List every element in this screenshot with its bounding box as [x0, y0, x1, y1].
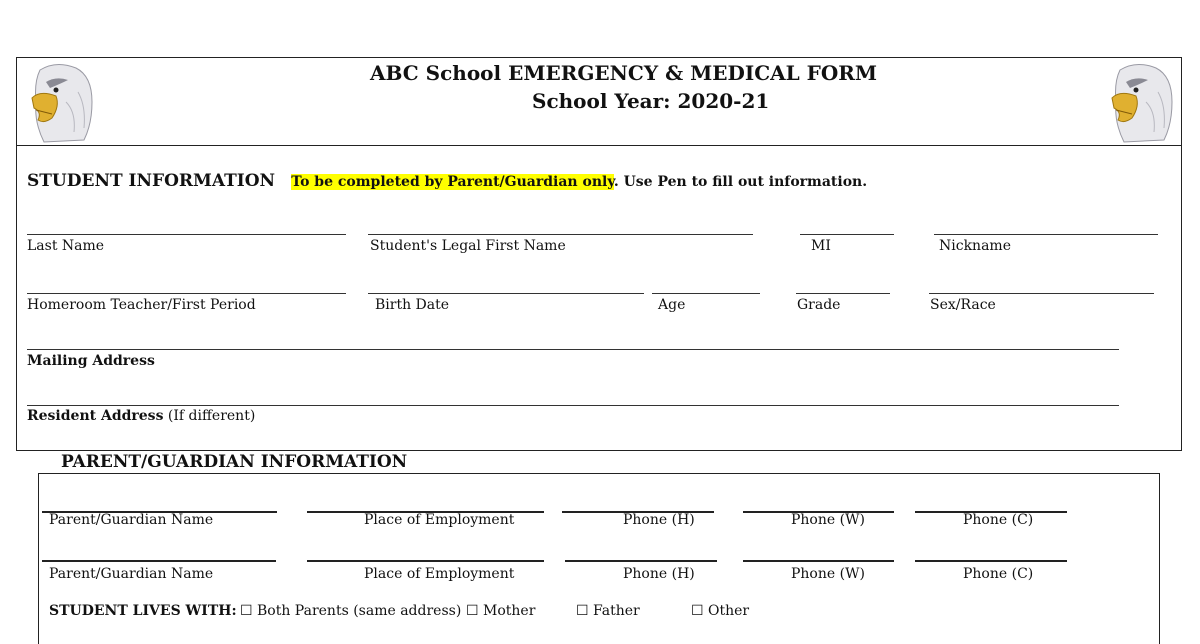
parent-info-heading: PARENT/GUARDIAN INFORMATION	[61, 452, 408, 472]
resident-address-line[interactable]	[27, 405, 1119, 406]
lives-with-mother-checkbox[interactable]: ☐ Mother	[466, 603, 536, 619]
eagle-logo-right-icon	[1106, 62, 1176, 148]
guardian-name-line-2[interactable]	[42, 560, 276, 562]
student-info-heading: STUDENT INFORMATION	[27, 171, 276, 191]
instruction-highlight: To be completed by Parent/Guardian only	[291, 174, 614, 190]
eagle-logo-left-icon	[26, 62, 96, 148]
lives-with-other-checkbox[interactable]: ☐ Other	[691, 603, 750, 619]
form-title: ABC School EMERGENCY & MEDICAL FORM	[370, 61, 878, 85]
last-name-label: Last Name	[27, 238, 105, 254]
sex-race-line[interactable]	[929, 293, 1154, 294]
grade-line[interactable]	[796, 293, 890, 294]
mi-line[interactable]	[800, 234, 894, 235]
phone-c-label-1: Phone (C)	[963, 512, 1034, 528]
instruction-text: . Use Pen to fill out information.	[613, 174, 868, 190]
resident-address-label-row	[27, 408, 255, 424]
mailing-address-line[interactable]	[27, 349, 1119, 350]
school-year: School Year: 2020-21	[532, 89, 770, 113]
lives-with-label: STUDENT LIVES WITH:	[49, 603, 237, 619]
nickname-line[interactable]	[934, 234, 1158, 235]
student-info-box	[16, 57, 1182, 451]
lives-with-both-parents-checkbox[interactable]: ☐ Both Parents (same address)	[240, 603, 462, 619]
birth-date-label: Birth Date	[375, 297, 450, 313]
employment-label-2: Place of Employment	[364, 566, 515, 582]
phone-h-label-2: Phone (H)	[623, 566, 695, 582]
mi-label: MI	[811, 238, 831, 254]
phone-w-line-2[interactable]	[743, 560, 894, 562]
resident-address-note: (If different)	[163, 408, 256, 424]
nickname-label: Nickname	[939, 238, 1011, 254]
sex-race-label: Sex/Race	[930, 297, 996, 313]
grade-label: Grade	[797, 297, 841, 313]
last-name-line[interactable]	[27, 234, 346, 235]
birth-date-line[interactable]	[368, 293, 644, 294]
employment-label-1: Place of Employment	[364, 512, 515, 528]
age-label: Age	[658, 297, 686, 313]
phone-h-line-2[interactable]	[565, 560, 717, 562]
homeroom-line[interactable]	[27, 293, 346, 294]
first-name-line[interactable]	[368, 234, 753, 235]
phone-c-label-2: Phone (C)	[963, 566, 1034, 582]
first-name-label: Student's Legal First Name	[370, 238, 566, 254]
student-info-heading-row	[27, 171, 867, 191]
mailing-address-label: Mailing Address	[27, 353, 155, 369]
guardian-name-label-2: Parent/Guardian Name	[49, 566, 214, 582]
resident-address-label: Resident Address	[27, 408, 164, 424]
guardian-name-label-1: Parent/Guardian Name	[49, 512, 214, 528]
phone-w-label-1: Phone (W)	[791, 512, 865, 528]
employment-line-2[interactable]	[307, 560, 544, 562]
phone-h-label-1: Phone (H)	[623, 512, 695, 528]
header-divider	[17, 145, 1181, 146]
phone-w-label-2: Phone (W)	[791, 566, 865, 582]
age-line[interactable]	[652, 293, 760, 294]
lives-with-father-checkbox[interactable]: ☐ Father	[576, 603, 640, 619]
phone-c-line-2[interactable]	[915, 560, 1067, 562]
homeroom-label: Homeroom Teacher/First Period	[27, 297, 256, 313]
